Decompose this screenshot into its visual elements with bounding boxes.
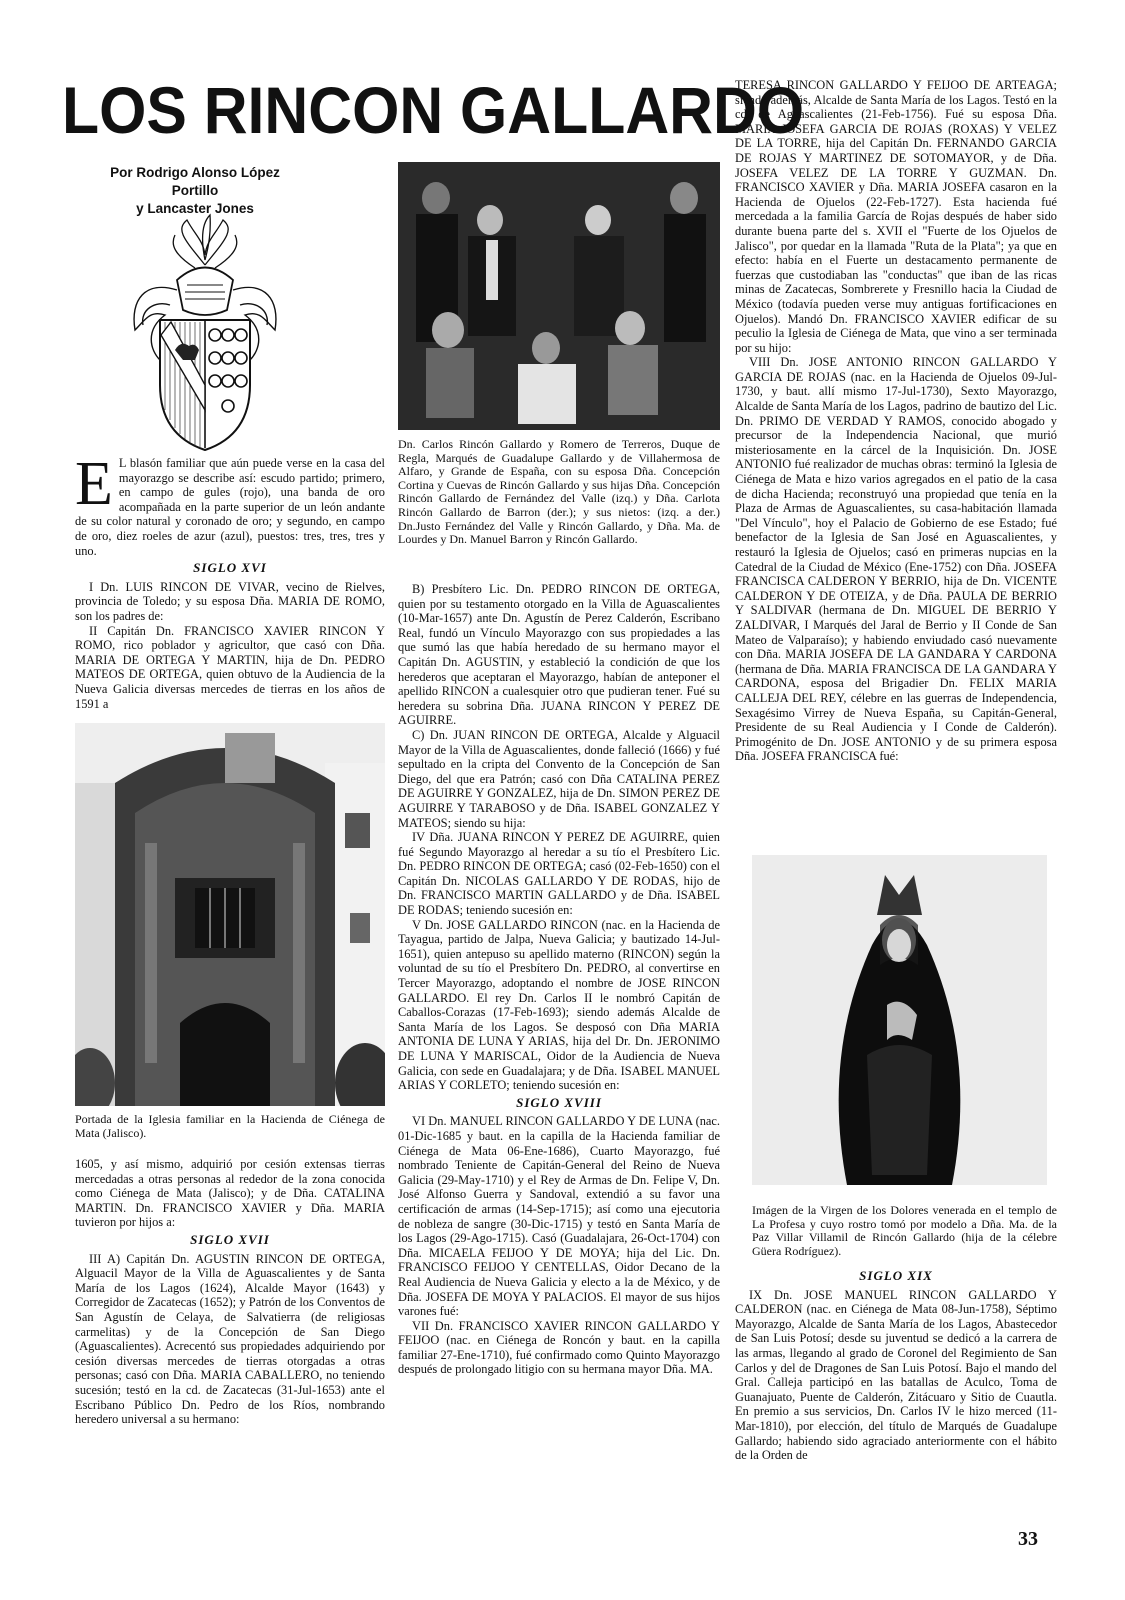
- generation-viii: VIII Dn. JOSE ANTONIO RINCON GALLARDO Y GARCIA DE ROJAS (nac. en la Hacienda de Ojuelos 09-Jul-1730, y baut. allí mismo 17-Jul-1730), Sexto Mayorazgo, Alcalde de Santa María de los Lagos, padrino de bautizo del Lic. Dn. PRIMO DE VERDAD Y RAMOS, conocido abogado y precursor de la Independencia Nacional, que murió misteriosamente en la cárcel de la Inquisición. Dn. JOSE ANTONIO fué realizador de muchas obras: terminó la Iglesia de Ciénega de Mata e hizo varios agregados en el patio de la casa de dicha Hacienda; reconstruyó una propiedad que tenía en la Plaza de Armas de Aguascalientes, su casa-habitación llamada "Del Vínculo", hoy el Palacio de Gobierno de ese Estado; fué benefactor de la Iglesia de San José en Aguascalientes, y restauró la Iglesia de Ojuelos; casó en primeras nupcias en la Catedral de la Ciudad de México (Ene-1752) con Dña. JOSEFA FRANCISCA CALDERON Y BERRIO, hija de Dn. VICENTE CALDERON Y DE OTEIZA, y de Dña. PAULA DE BERRIO Y SALDIVAR (hermana de Dn. MIGUEL DE BERRIO Y ZALDIVAR, I Marqués del Jaral de Berrio y II Conde de San Mateo de Valparaíso); y habiendo enviudado casó nuevamente con Dña. MARIA JOSEFA DE LA GANDARA Y CARDONA (hermana de Dña. MARIA FRANCISCA DE LA GANDARA Y CARDONA, esposa del Brigadier Dn. FELIX MARIA CALLEJA DEL REY, célebre en las guerras de Independencia, Sexagésimo Virrey de Nueva España, su Capitán-General, Presidente de su Real Audiencia y I Conde de Calderón). Primogénito de Dn. JOSE ANTONIO y de su primera esposa Dña. JOSEFA FRANCISCA fué:: [735, 355, 1057, 764]
- generation-i: I Dn. LUIS RINCON DE VIVAR, vecino de Rielves, provincia de Toledo; y su esposa Dña. MARIA DE ROMO, son los padres de:: [75, 579, 385, 623]
- generation-vi: VI Dn. MANUEL RINCON GALLARDO Y DE LUNA (nac. 01-Dic-1685 y baut. en la capilla de la Hacienda familiar de Ciénega de Mata 06-Ene-1686), Cuarto Mayorazgo, fué nombrado Teniente de Capitán-General del Reino de Nueva Galicia (29-May-1710) y el Rey de Armas de Dn. Felipe V, Dn. José Alfonso Guerra y Sandoval, extendió a su favor una certificación de armas (14-Sep-1715); así como una ejecutoria de nobleza de sangre (30-Dic-1715) y testó en Santa María de los Lagos (29-Ago-1715). Casó (Guadalajara, 26-Oct-1704) con Dña. MICAELA FEIJOO Y DE MOYA; hija del Lic. Dn. FRANCISCO FEIJOO Y CENTELLAS, Oidor Decano de la Real Audiencia de Nueva Galicia y electo a la de México, y de Dña. JOSEFA DE MOYA Y PALACIOS. El mayor de sus hijos varones fué:: [398, 1114, 720, 1319]
- generation-iv: IV Dña. JUANA RINCON Y PEREZ DE AGUIRRE, quien fué Segundo Mayorazgo al heredar a su tío el Presbítero Lic. Dn. PEDRO RINCON DE ORTEGA; casó (02-Feb-1650) con el Capitán Dn. NICOLAS GALLARDO Y DE RODAS, hijo de Dn. FRANCISCO MARTIN GALLARDO y de Dña. ISABEL DE RODAS; teniendo sucesión en:: [398, 830, 720, 918]
- section-header-xix: SIGLO XIX: [859, 1268, 933, 1283]
- intro-paragraph: E L blasón familiar que aún puede verse en la casa del mayorazgo se describe así: escudo partido; primero, en campo de gules (rojo), una banda de oro acompañada en la parte superior de un león andante de su color natural y coronado de oro; y segundo, en campo de oro, diez roeles de azur (azul), puestos: tres, tres, tres y uno.: [75, 450, 385, 558]
- generation-ix: IX Dn. JOSE MANUEL RINCON GALLARDO Y CALDERON (nac. en Ciénega de Mata 08-Jun-1758), Séptimo Mayorazgo, Alcalde de Santa María de los Lagos, Abastecedor de San Luis Potosí; desde su juventud se dedicó a la carrera de las armas, llegando al grado de Coronel del Regimiento de San Carlos y del de Dragones de San Luis Potosí. Bajo el mando del Gral. Calleja participó en las batallas de Aculco, Toma de Guanajuato, Puente de Calderón, Zitácuaro y Sitio de Cuautla. En premio a sus servicios, Dn. Carlos IV le hizo merced (11-Mar-1810), por elección, del título de Marqués de Guadalupe Gallardo; habiendo sido agraciado anteriormente con el hábito de la Orden de: [735, 1287, 1057, 1463]
- generation-ii: II Capitán Dn. FRANCISCO XAVIER RINCON Y ROMO, rico poblador y agricultor, que casó con Dña. MARIA DE ORTEGA Y MARTIN, hija de Dn. PEDRO MATEOS DE ORTEGA, quien obtuvo de la Audiencia de la Nueva Galicia diversas mercedes de tierras en los años de 1591 a: [75, 623, 385, 711]
- church-photo: [75, 723, 385, 1106]
- column-3-upper: [735, 78, 1057, 764]
- generation-iii-b: B) Presbítero Lic. Dn. PEDRO RINCON DE ORTEGA, quien por su testamento otorgado en la Villa de Aguascalientes (10-Mar-1657) ante Dn. Agustín de Perez Calderón, Escribano Real, fundó un Vínculo Mayorazgo con sus propiedades a las que sumó las que había heredado de su hermano mayor el Capitán Dn. AGUSTIN, y estableció la condición de que los herederos que aceptaran el Mayorazgo, habían de anteponer el apellido RINCON a cualesquier otro que pudieran tener. Fué su heredera su sobrina Dña. JUANA RINCON Y PEREZ DE AGUIRRE.: [398, 582, 720, 728]
- article-title: LOS RINCON GALLARDO: [62, 73, 805, 147]
- drop-cap: E: [75, 450, 113, 518]
- generation-ii-continued: 1605, y así mismo, adquirió por cesión extensas tierras mercedadas a otras personas al rededor de la zona conocida como Ciénega de Mata (Jalisco); y de Dña. CATALINA MARTIN. Dn. FRANCISCO XAVIER y Dña. MARIA tuvieron por hijos a:: [75, 1157, 385, 1230]
- column-3-lower: [735, 1266, 1057, 1463]
- family-photo: [398, 162, 720, 430]
- virgin-caption: Imágen de la Virgen de los Dolores venerada en el templo de La Profesa y cuyo rostro tomó por modelo a Dña. Ma. de la Paz Villar Villamil de Rincón Gallardo (hija de la célebre Güera Rodríguez).: [752, 1203, 1057, 1258]
- section-header-xvii: SIGLO XVII: [190, 1231, 270, 1247]
- coat-of-arms-icon: [115, 210, 295, 460]
- generation-vii: VII Dn. FRANCISCO XAVIER RINCON GALLARDO Y FEIJOO (nac. en Ciénega de Roncón y baut. en la capilla familiar 27-Ene-1710), fué confirmado como Quinto Mayorazgo después de prolongado litigio con su hermana mayor Dña. MA.: [398, 1318, 720, 1377]
- byline-line-2: y Lancaster Jones: [136, 201, 254, 216]
- column-1-lower: [75, 1157, 385, 1427]
- section-header-xviii: SIGLO XVIII: [516, 1094, 602, 1110]
- generation-iii-a: III A) Capitán Dn. AGUSTIN RINCON DE ORTEGA, Alguacil Mayor de la Villa de Aguascalientes y de Santa María de los Lagos (1624), Alcalde Mayor (1643) y Corregidor de Zacatecas (1652); y Patrón de los Conventos de San Agustín de Celaya, de Salvatierra (de religiosas carmelitas) y de la Concepción de San Diego (Aguascalientes). Acrecentó sus propiedades adquiriendo por cesión diversas mercedes de tierras otorgadas a otras personas; casó con Dña. MARIA CABALLERO, no teniendo sucesión; testó en la cd. de Zacatecas (31-Jul-1653) ante el Escribano Público Dn. Pedro de los Ríos, nombrando heredero universal a su hermano:: [75, 1251, 385, 1427]
- church-caption: Portada de la Iglesia familiar en la Hacienda de Ciénega de Mata (Jalisco).: [75, 1112, 385, 1140]
- column-1-upper: [75, 450, 385, 711]
- family-photo-caption: Dn. Carlos Rincón Gallardo y Romero de Terreros, Duque de Regla, Marqués de Guadalupe Gallardo y de Villahermosa de Alfaro, y Grande de España, con su esposa Dña. Concepción Cortina y Cuevas de Rincón Gallardo y sus hijas Dña. Concepción Rincón Gallardo de Fernández del Valle (izq.) y Dña. Carlota Rincón Gallardo de Barron (der.); y sus nietos: (izq. a der.) Dn.Justo Fernández del Valle y Rincón Gallardo, y Dña. Ma. de Lourdes y Dn. Manuel Barron y Rincón Gallardo.: [398, 437, 720, 547]
- generation-iii-c: C) Dn. JUAN RINCON DE ORTEGA, Alcalde y Alguacil Mayor de la Villa de Aguascalientes, donde falleció (1666) y fué sepultado en la cripta del Convento de la Concepción de San Diego, del que era Patrón; casó con Dña CATALINA PEREZ DE AGUIRRE Y GONZALEZ, hija de Dn. SIMON PEREZ DE AGUIRRE Y TARABOSO y de Dña. ISABEL GONZALEZ Y MATEOS; siendo su hija:: [398, 727, 720, 830]
- column-2-body: [398, 582, 720, 1377]
- byline-line-1: Por Rodrigo Alonso López Portillo: [110, 165, 280, 198]
- section-header-xvi: SIGLO XVI: [193, 560, 267, 576]
- virgin-photo: [752, 855, 1047, 1185]
- page-number: 33: [1018, 1528, 1038, 1550]
- generation-v: V Dn. JOSE GALLARDO RINCON (nac. en la Hacienda de Tayagua, partido de Jalpa, Nueva Galicia; y bautizado 14-Jul-1651), quien antepuso su apellido materno (RINCON) según la voluntad de su tío el Presbítero Dn. PEDRO, al convertirse en Tercer Mayorazgo, adoptando el nombre de JOSE RINCON GALLARDO. El rey Dn. Carlos II le nombró Capitán de Caballos-Corazas (17-Feb-1693); siendo además Alcalde de Santa María de los Lagos. Se desposó con Dña MARIA ANTONIA DE LUNA Y ARIAS, hija del Dr. Dn. JERONIMO DE LUNA Y MARISCAL, Oidor de la Audiencia de Nueva Galicia, con sede en Guadalajara; y de Dña. ISABEL MANUEL ARIAS Y CORLETO; teniendo sucesión en:: [398, 917, 720, 1093]
- generation-vii-continued: TERESA RINCON GALLARDO Y FEIJOO DE ARTEAGA; siendo además, Alcalde de Santa María de los Lagos. Testó en la cd. de Aguascalientes (21-Feb-1756). Fué su esposa Dña. MARIA JOSEFA GARCIA DE ROJAS (ROXAS) Y VELEZ DE LA TORRE, hija del Capitán Dn. FERNANDO GARCIA DE ROJAS Y MARTINEZ DE SOTOMAYOR, y de Dña. JOSEFA VELEZ DE LA TORRE Y GUZMAN. Dn. FRANCISCO XAVIER y Dña. MARIA JOSEFA casaron en la Hacienda de Ojuelos (22-Feb-1727). Esta hacienda fué mercedada a la familia García de Rojas después de haber sido durante buena parte del s. XVII el "Fuerte de los Ojuelos de Jalisco", por quedar en la llamada "Ruta de la Plata"; ya que en efecto: había en el Fuerte un destacamento permanente de fuerzas que custodiaban las "conductas" que iban de las ricas minas de Zacatecas, Sombrerete y Fresnillo hacia la Ciudad de México (todavía pueden verse muy antiguas fortificaciones en Ojuelos). Mandó Dn. FRANCISCO XAVIER edificar de su peculio la Iglesia de Ciénega de Mata, que vino a ser terminada por su hijo:: [735, 78, 1057, 355]
